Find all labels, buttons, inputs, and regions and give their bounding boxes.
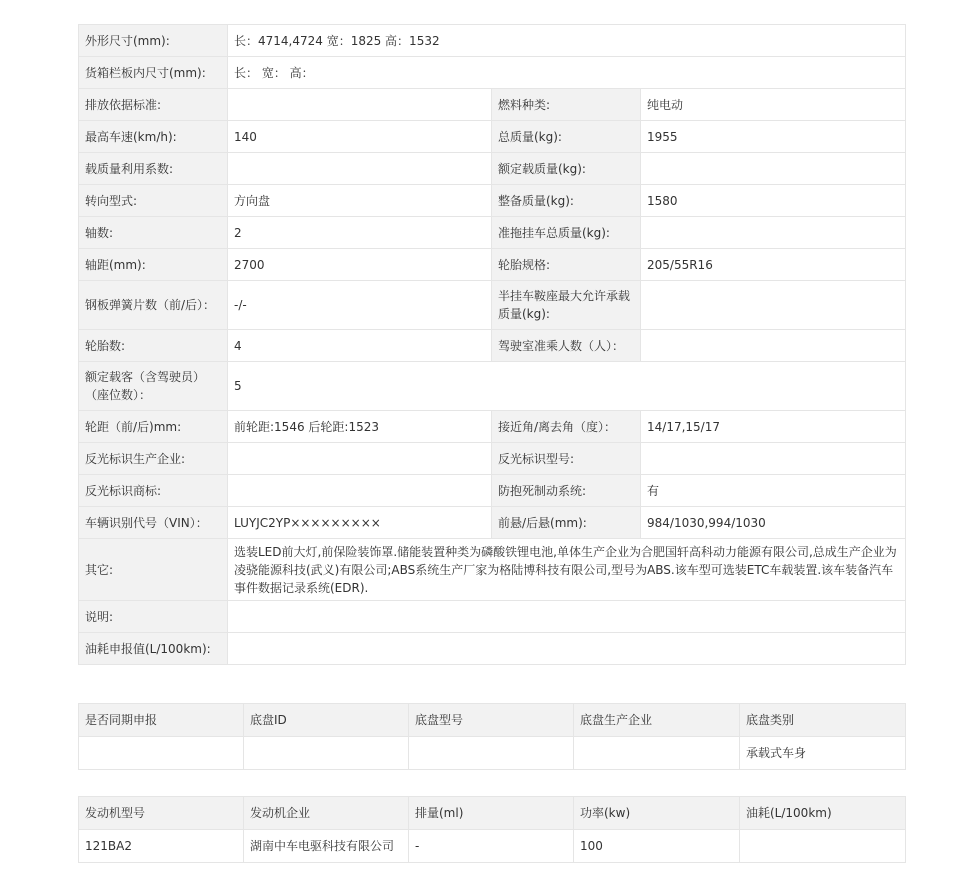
chassis-header-maker: 底盘生产企业 [574,704,740,737]
fuel-label: 燃料种类: [492,89,641,121]
cargo-value: 长： 宽： 高： [228,57,906,89]
spec-row-load [79,153,906,185]
tires-count-value: 4 [228,330,492,362]
spec-row-seats [79,362,906,411]
dims-label: 外形尺寸(mm): [79,25,228,57]
angle-value: 14/17,15/17 [641,411,906,443]
spec-row-steering [79,185,906,217]
spec-row-other [79,539,906,601]
chassis-cell-type: 承载式车身 [740,737,906,770]
trailer-mass-label: 准拖挂车总质量(kg): [492,217,641,249]
chassis-header-model: 底盘型号 [409,704,574,737]
spec-row-fuel-consumption [79,633,906,665]
curb-mass-label: 整备质量(kg): [492,185,641,217]
max-speed-label: 最高车速(km/h): [79,121,228,153]
seats-value: 5 [228,362,906,411]
chassis-header-id: 底盘ID [244,704,409,737]
load-util-label: 载质量利用系数: [79,153,228,185]
engine-cell-model: 121BA2 [79,830,244,863]
total-mass-value: 1955 [641,121,906,153]
cab-passengers-value [641,330,906,362]
engine-cell-consumption [740,830,906,863]
spec-row-spring [79,281,906,330]
fuel-consumption-value [228,633,906,665]
axles-value: 2 [228,217,492,249]
reflector-maker-label: 反光标识生产企业: [79,443,228,475]
emission-label: 排放依据标准: [79,89,228,121]
max-speed-value: 140 [228,121,492,153]
leaf-spring-label: 钢板弹簧片数（前/后）： [79,281,228,330]
abs-label: 防抱死制动系统: [492,475,641,507]
reflector-model-label: 反光标识型号: [492,443,641,475]
spec-row-cargo [79,57,906,89]
angle-label: 接近角/离去角（度）： [492,411,641,443]
reflector-maker-value [228,443,492,475]
cargo-label: 货箱栏板内尺寸(mm): [79,57,228,89]
steering-label: 转向型式: [79,185,228,217]
engine-header-row [79,797,906,830]
engine-header-consumption: 油耗(L/100km) [740,797,906,830]
engine-table [78,796,906,863]
note-label: 说明: [79,601,228,633]
chassis-header-type: 底盘类别 [740,704,906,737]
spec-row-track [79,411,906,443]
overhang-value: 984/1030,994/1030 [641,507,906,539]
total-mass-label: 总质量(kg): [492,121,641,153]
reflector-brand-value [228,475,492,507]
chassis-table [78,703,906,770]
overhang-label: 前悬/后悬(mm): [492,507,641,539]
engine-cell-maker: 湖南中车电驱科技有限公司 [244,830,409,863]
engine-header-model: 发动机型号 [79,797,244,830]
steering-value: 方向盘 [228,185,492,217]
emission-value [228,89,492,121]
other-label: 其它: [79,539,228,601]
spec-row-vin [79,507,906,539]
curb-mass-value: 1580 [641,185,906,217]
engine-cell-displacement: - [409,830,574,863]
vin-value: LUYJC2YP××××××××× [228,507,492,539]
trailer-mass-value [641,217,906,249]
seats-label: 额定载客（含驾驶员）（座位数）： [79,362,228,411]
load-util-value [228,153,492,185]
axles-label: 轴数: [79,217,228,249]
leaf-spring-value: -/- [228,281,492,330]
spec-row-speed [79,121,906,153]
chassis-cell-sync [79,737,244,770]
cab-passengers-label: 驾驶室准乘人数（人）： [492,330,641,362]
track-value: 前轮距:1546 后轮距:1523 [228,411,492,443]
fuel-consumption-label: 油耗申报值(L/100km): [79,633,228,665]
spec-row-note [79,601,906,633]
engine-cell-power: 100 [574,830,740,863]
spec-row-tires [79,330,906,362]
engine-header-displacement: 排量(ml) [409,797,574,830]
track-label: 轮距（前/后)mm: [79,411,228,443]
dims-value: 长：4714,4724 宽：1825 高：1532 [228,25,906,57]
vehicle-spec-table [78,24,906,665]
note-value [228,601,906,633]
tires-count-label: 轮胎数: [79,330,228,362]
saddle-load-value [641,281,906,330]
tire-spec-label: 轮胎规格: [492,249,641,281]
fuel-value: 纯电动 [641,89,906,121]
spec-row-emission [79,89,906,121]
spec-row-reflector-brand [79,475,906,507]
wheelbase-value: 2700 [228,249,492,281]
chassis-data-row [79,737,906,770]
spec-row-wheelbase [79,249,906,281]
spec-row-axles [79,217,906,249]
chassis-header-sync: 是否同期申报 [79,704,244,737]
engine-data-row [79,830,906,863]
reflector-model-value [641,443,906,475]
other-value: 选装LED前大灯,前保险装饰罩.储能装置种类为磷酸铁锂电池,单体生产企业为合肥国轩高科动力能源有限公司,总成生产企业为凌骁能源科技(武义)有限公司;ABS系统生产厂家为格陆博科技有限公司,型号为ABS.该车型可选装ETC车载装置.该车装备汽车事件数据记录系统(EDR). [228,539,906,601]
engine-header-power: 功率(kw) [574,797,740,830]
tire-spec-value: 205/55R16 [641,249,906,281]
chassis-cell-model [409,737,574,770]
chassis-header-row [79,704,906,737]
chassis-cell-id [244,737,409,770]
reflector-brand-label: 反光标识商标: [79,475,228,507]
abs-value: 有 [641,475,906,507]
chassis-cell-maker [574,737,740,770]
engine-header-maker: 发动机企业 [244,797,409,830]
rated-load-label: 额定载质量(kg): [492,153,641,185]
vin-label: 车辆识别代号（VIN）： [79,507,228,539]
saddle-load-label: 半挂车鞍座最大允许承载质量(kg): [492,281,641,330]
rated-load-value [641,153,906,185]
spec-row-dimensions [79,25,906,57]
spec-row-reflector-maker [79,443,906,475]
wheelbase-label: 轴距(mm): [79,249,228,281]
